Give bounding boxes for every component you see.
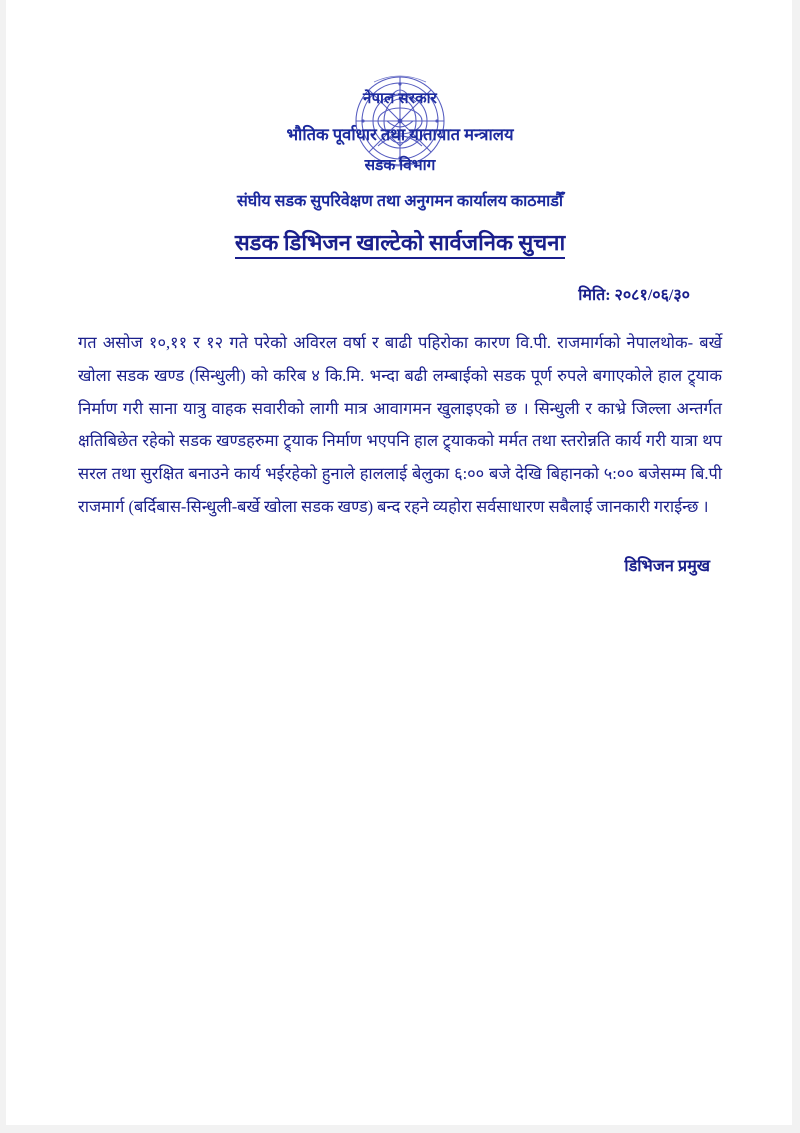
government-line: नेपाल सरकार: [362, 91, 438, 107]
page-title: [0, 227, 800, 257]
document-header: [0, 0, 800, 257]
ministry-line: भौतिक पूर्वाधार तथा यातायात मन्त्रालय: [286, 125, 514, 144]
document-date: मिति: २०८१/०६/३०: [578, 287, 690, 304]
page-title-text: सडक डिभिजन खाल्टेको सार्वजनिक सुचना: [235, 230, 565, 259]
signature-title: डिभिजन प्रमुख: [624, 556, 710, 575]
notice-body: गत असोज १०,११ र १२ गते परेको अविरल वर्षा र बाढी पहिरोका कारण वि.पी. राजमार्गको नेपालथोक- बर्खे खोला सडक खण्ड (सिन्धुली) को करिब ४ कि.मि. भन्दा बढी लम्बाईको सडक पूर्ण रुपले बगाएकोले हाल ट्र्याक निर्माण गरी साना यात्रु वाहक सवारीको लागी मात्र आवागमन खुलाइएको छ । सिन्धुली र काभ्रे जिल्ला अन्तर्गत क्षतिबिछेत रहेको सडक खण्डहरुमा ट्र्याक निर्माण भएपनि हाल ट्र्याकको मर्मत तथा स्तरोन्नति कार्य गरी यात्रा थप सरल तथा सुरक्षित बनाउने कार्य भईरहेको हुनाले हाललाई बेलुका ६:०० बजे देखि बिहानको ५:०० बजेसम्म बि.पी राजमार्ग (बर्दिबास-सिन्धुली-बर्खे खोला सडक खण्ड) बन्द रहने व्यहोरा सर्वसाधारण सबैलाई जानकारी गराईन्छ ।: [78, 333, 722, 517]
scan-edge-bottom: [0, 1125, 800, 1133]
department-line: सडक विभाग: [364, 157, 436, 174]
office-line: संघीय सडक सुपरिवेक्षण तथा अनुगमन कार्यालय काठमाडौँ: [236, 193, 564, 210]
